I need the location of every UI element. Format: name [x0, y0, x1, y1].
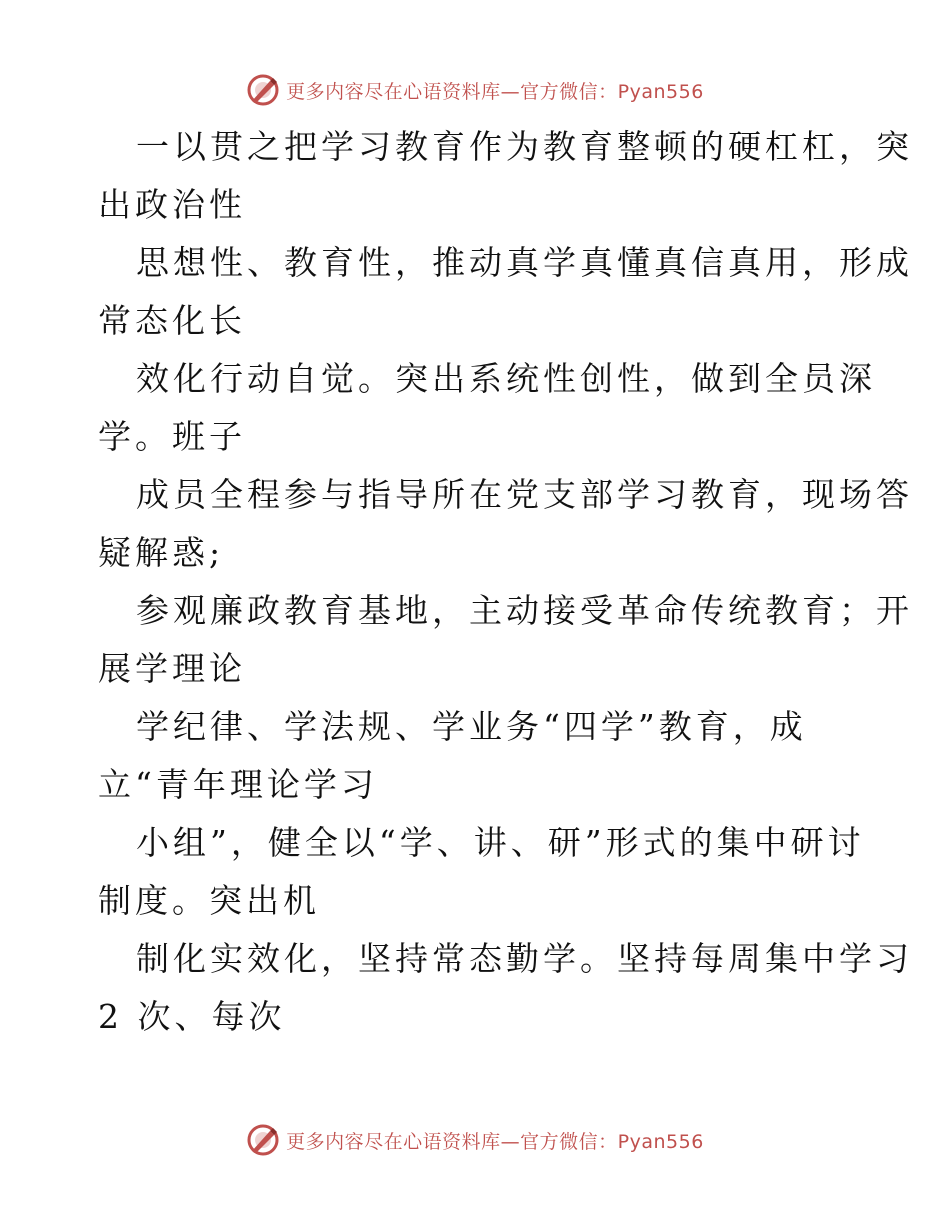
- line-text: 思想性、教育性，推动真学真懂真信真用，形成: [136, 243, 913, 282]
- text-line: [98, 756, 858, 814]
- text-line: [98, 234, 913, 292]
- line-text: 展学理论: [98, 649, 246, 688]
- line-text: 成员全程参与指导所在党支部学习教育，现场答: [136, 475, 913, 514]
- pen-logo-icon: [246, 1123, 280, 1157]
- top-watermark-text: 更多内容尽在心语资料库—官方微信：Pyan556: [286, 80, 704, 103]
- text-line: [98, 176, 858, 234]
- pen-logo-icon: [246, 73, 280, 107]
- text-line: [98, 118, 913, 176]
- text-line: [98, 698, 858, 756]
- line-text: 立“青年理论学习: [98, 765, 378, 804]
- line-text: 出政治性: [98, 185, 246, 224]
- text-line: [98, 582, 913, 640]
- text-line: [98, 292, 858, 350]
- line-text: 小组”，健全以“学、讲、研”形式的集中研讨: [136, 823, 865, 862]
- bottom-watermark-banner: [0, 1120, 950, 1160]
- text-line: [98, 814, 865, 872]
- line-text: 学。班子: [98, 417, 246, 456]
- text-line: [98, 408, 858, 466]
- document-body: [98, 118, 913, 1046]
- text-line: [98, 524, 858, 582]
- line-text: 效化行动自觉。突出系统性创性，做到全员深: [136, 359, 876, 398]
- text-line: [98, 872, 858, 930]
- text-line: [98, 640, 858, 698]
- line-text: 制度。突出机: [98, 881, 320, 920]
- top-watermark-banner: [0, 70, 950, 110]
- line-text: 制化实效化，坚持常态勤学。坚持每周集中学习: [136, 939, 913, 978]
- line-text: 参观廉政教育基地，主动接受革命传统教育；开: [136, 591, 913, 630]
- text-line: [98, 930, 913, 988]
- text-line: [98, 988, 858, 1046]
- line-text: 一以贯之把学习教育作为教育整顿的硬杠杠，突: [136, 127, 913, 166]
- line-text: 常态化长: [98, 301, 246, 340]
- line-text: 2 次、每次: [98, 997, 286, 1036]
- line-text: 学纪律、学法规、学业务“四学”教育，成: [136, 707, 807, 746]
- text-line: [98, 466, 913, 524]
- text-line: [98, 350, 876, 408]
- line-text: 疑解惑;: [98, 533, 225, 572]
- bottom-watermark-text: 更多内容尽在心语资料库—官方微信：Pyan556: [286, 1130, 704, 1153]
